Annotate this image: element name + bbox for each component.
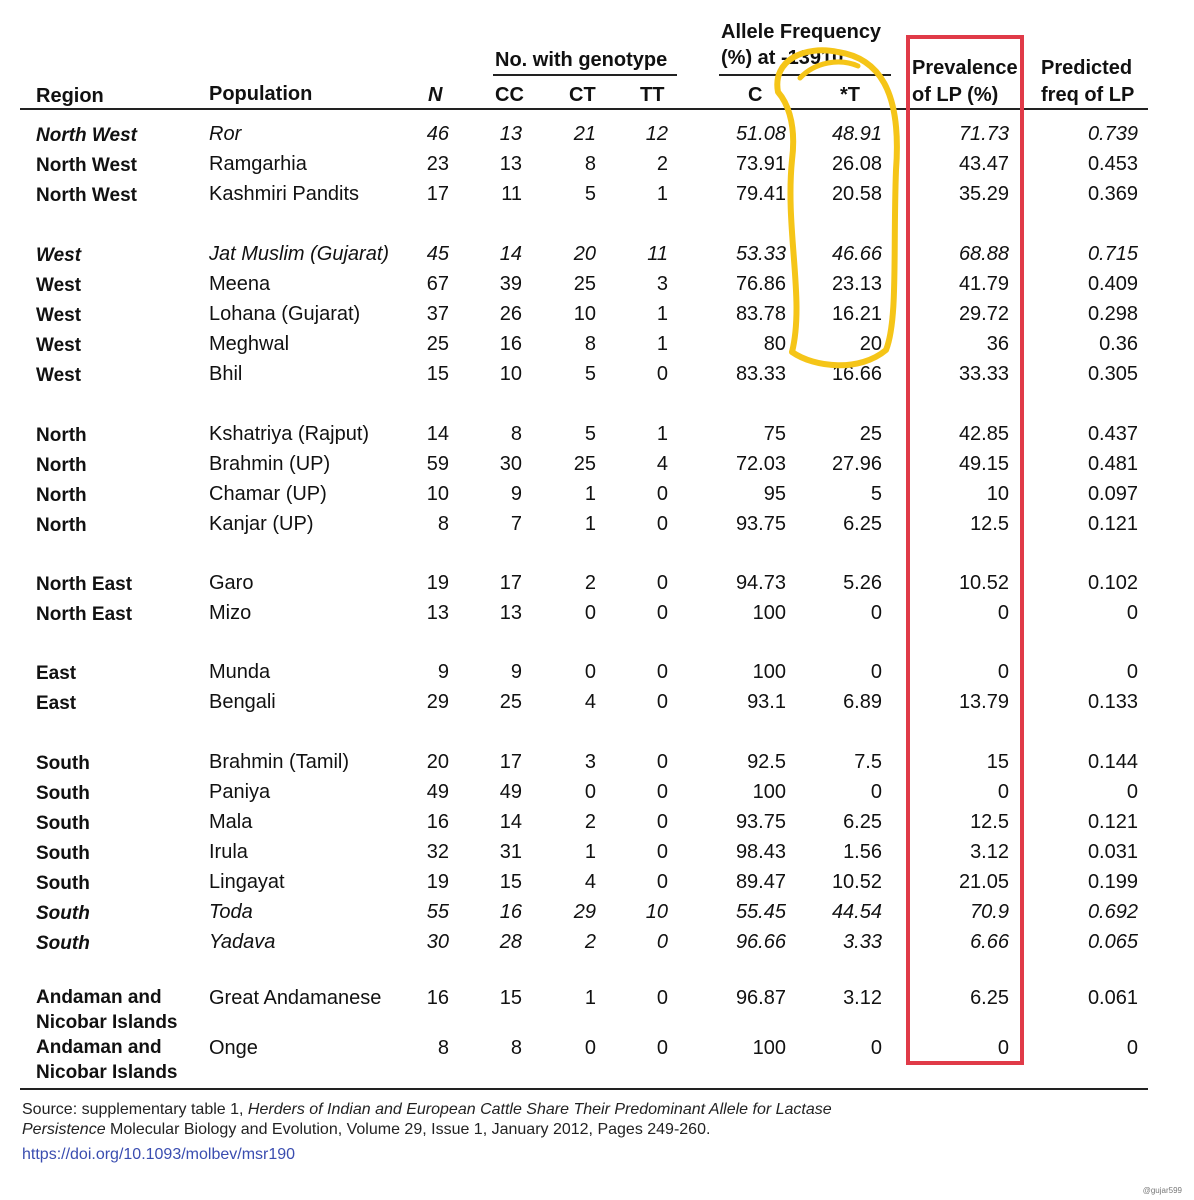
row-cell-n: 37 bbox=[426, 303, 449, 325]
row-cell-pred: 0 bbox=[1126, 1037, 1138, 1059]
row-cell-pred: 0.409 bbox=[1087, 273, 1138, 295]
row-cell-c: 95 bbox=[763, 483, 786, 505]
row-cell-tt: 2 bbox=[656, 153, 668, 175]
row-region: South bbox=[36, 813, 90, 834]
row-cell-n: 23 bbox=[426, 153, 449, 175]
row-cell-tt: 0 bbox=[656, 661, 668, 683]
row-cell-prev: 29.72 bbox=[958, 303, 1009, 325]
row-cell-ct: 5 bbox=[584, 183, 596, 205]
row-region: East bbox=[36, 663, 77, 684]
row-cell-pred: 0.121 bbox=[1087, 513, 1138, 535]
row-cell-t: 23.13 bbox=[831, 273, 882, 295]
row-population: Kshatriya (Rajput) bbox=[209, 423, 370, 445]
row-cell-t: 6.25 bbox=[843, 513, 882, 535]
row-cell-tt: 0 bbox=[656, 931, 668, 953]
row-cell-cc: 16 bbox=[499, 901, 522, 923]
row-cell-ct: 4 bbox=[584, 871, 596, 893]
row-cell-ct: 21 bbox=[573, 123, 596, 145]
row-cell-pred: 0.437 bbox=[1087, 423, 1138, 445]
row-cell-tt: 0 bbox=[656, 513, 668, 535]
row-cell-pred: 0.097 bbox=[1087, 483, 1138, 505]
row-cell-n: 16 bbox=[426, 987, 449, 1009]
row-cell-ct: 0 bbox=[584, 661, 596, 683]
row-region: North bbox=[36, 425, 87, 446]
row-cell-t: 27.96 bbox=[831, 453, 882, 475]
header-ct: CT bbox=[569, 84, 596, 106]
row-cell-tt: 10 bbox=[645, 901, 668, 923]
row-region: South bbox=[36, 933, 90, 954]
row-cell-c: 92.5 bbox=[747, 751, 786, 773]
header-tt: TT bbox=[640, 84, 665, 106]
row-cell-n: 17 bbox=[426, 183, 449, 205]
header-t: *T bbox=[840, 84, 860, 106]
row-cell-tt: 1 bbox=[656, 183, 668, 205]
row-cell-n: 20 bbox=[426, 751, 449, 773]
row-cell-t: 3.33 bbox=[843, 931, 882, 953]
row-region: North East bbox=[36, 604, 133, 625]
row-cell-prev: 10 bbox=[986, 483, 1009, 505]
row-cell-tt: 0 bbox=[656, 602, 668, 624]
row-cell-c: 79.41 bbox=[735, 183, 786, 205]
row-cell-cc: 14 bbox=[499, 811, 522, 833]
row-region: West bbox=[36, 335, 82, 356]
row-cell-t: 0 bbox=[870, 1037, 882, 1059]
row-cell-prev: 3.12 bbox=[970, 841, 1009, 863]
row-cell-ct: 25 bbox=[573, 273, 596, 295]
row-cell-pred: 0.144 bbox=[1087, 751, 1138, 773]
row-cell-ct: 1 bbox=[584, 841, 596, 863]
header-n: N bbox=[428, 84, 443, 106]
row-cell-prev: 49.15 bbox=[958, 453, 1009, 475]
row-region: South bbox=[36, 873, 90, 894]
row-cell-tt: 11 bbox=[647, 243, 668, 265]
row-population: Paniya bbox=[209, 781, 271, 803]
row-cell-c: 96.66 bbox=[735, 931, 786, 953]
row-region: South bbox=[36, 753, 90, 774]
header-region: Region bbox=[36, 85, 104, 107]
row-cell-pred: 0.061 bbox=[1087, 987, 1138, 1009]
row-cell-t: 3.12 bbox=[843, 987, 882, 1009]
row-population: Great Andamanese bbox=[209, 987, 382, 1009]
header-population: Population bbox=[209, 83, 313, 105]
row-cell-prev: 70.9 bbox=[970, 901, 1009, 923]
row-cell-tt: 0 bbox=[656, 871, 668, 893]
row-cell-c: 93.1 bbox=[747, 691, 786, 713]
row-cell-prev: 41.79 bbox=[958, 273, 1009, 295]
row-cell-prev: 0 bbox=[997, 602, 1009, 624]
row-cell-pred: 0 bbox=[1126, 602, 1138, 624]
row-cell-cc: 9 bbox=[510, 483, 522, 505]
row-cell-tt: 0 bbox=[656, 841, 668, 863]
row-cell-n: 8 bbox=[437, 1037, 449, 1059]
row-cell-pred: 0.102 bbox=[1087, 572, 1138, 594]
row-cell-ct: 8 bbox=[584, 153, 596, 175]
row-cell-ct: 2 bbox=[584, 572, 596, 594]
row-cell-pred: 0.305 bbox=[1087, 363, 1138, 385]
row-cell-cc: 9 bbox=[510, 661, 522, 683]
row-cell-c: 80 bbox=[763, 333, 786, 355]
row-cell-c: 98.43 bbox=[735, 841, 786, 863]
row-population: Onge bbox=[209, 1037, 258, 1059]
row-cell-n: 19 bbox=[426, 572, 449, 594]
row-cell-tt: 0 bbox=[656, 483, 668, 505]
row-cell-ct: 0 bbox=[584, 781, 596, 803]
row-cell-t: 16.66 bbox=[831, 363, 882, 385]
header-predicted-line1: Predicted bbox=[1041, 57, 1133, 79]
row-cell-c: 75 bbox=[763, 423, 786, 445]
row-cell-ct: 3 bbox=[584, 751, 596, 773]
row-population: Mizo bbox=[209, 602, 252, 624]
row-cell-cc: 8 bbox=[510, 423, 522, 445]
row-cell-cc: 28 bbox=[499, 931, 522, 953]
row-region: South bbox=[36, 783, 90, 804]
row-cell-pred: 0.692 bbox=[1087, 901, 1138, 923]
row-population: Garo bbox=[209, 572, 254, 594]
row-cell-tt: 0 bbox=[656, 1037, 668, 1059]
source-title-part1: Herders of Indian and European Cattle Share Their Predominant Allele for Lactase bbox=[247, 1101, 832, 1118]
row-cell-tt: 0 bbox=[656, 572, 668, 594]
row-region: North West bbox=[36, 125, 137, 146]
row-cell-n: 14 bbox=[426, 423, 449, 445]
row-cell-pred: 0.481 bbox=[1087, 453, 1138, 475]
row-region: West bbox=[36, 305, 82, 326]
row-cell-cc: 8 bbox=[510, 1037, 522, 1059]
row-cell-tt: 1 bbox=[656, 423, 668, 445]
row-cell-t: 7.5 bbox=[854, 751, 882, 773]
header-prevalence-line1: Prevalence bbox=[912, 57, 1018, 79]
row-cell-prev: 43.47 bbox=[958, 153, 1009, 175]
row-cell-t: 5.26 bbox=[843, 572, 882, 594]
row-cell-c: 83.78 bbox=[735, 303, 786, 325]
row-cell-prev: 33.33 bbox=[958, 363, 1009, 385]
row-cell-n: 67 bbox=[426, 273, 449, 295]
row-cell-cc: 10 bbox=[499, 363, 522, 385]
row-population: Chamar (UP) bbox=[209, 483, 327, 505]
row-region: North East bbox=[36, 574, 133, 595]
row-cell-n: 30 bbox=[426, 931, 449, 953]
row-cell-t: 0 bbox=[870, 781, 882, 803]
row-cell-pred: 0 bbox=[1126, 661, 1138, 683]
row-cell-prev: 36 bbox=[986, 333, 1009, 355]
row-region: Andaman and Nicobar Islands bbox=[36, 1037, 178, 1083]
row-cell-prev: 0 bbox=[997, 1037, 1009, 1059]
row-population: Kashmiri Pandits bbox=[209, 183, 360, 205]
row-cell-t: 0 bbox=[870, 602, 882, 624]
row-cell-cc: 17 bbox=[499, 751, 522, 773]
row-cell-cc: 13 bbox=[499, 153, 522, 175]
row-cell-tt: 0 bbox=[656, 691, 668, 713]
row-cell-prev: 12.5 bbox=[970, 513, 1009, 535]
row-cell-tt: 1 bbox=[656, 333, 668, 355]
row-cell-ct: 5 bbox=[584, 363, 596, 385]
row-cell-c: 72.03 bbox=[735, 453, 786, 475]
row-cell-cc: 25 bbox=[499, 691, 522, 713]
row-population: Lingayat bbox=[209, 871, 285, 893]
row-cell-prev: 10.52 bbox=[958, 572, 1009, 594]
row-cell-cc: 30 bbox=[499, 453, 522, 475]
row-cell-pred: 0.133 bbox=[1087, 691, 1138, 713]
row-cell-cc: 49 bbox=[499, 781, 522, 803]
row-cell-pred: 0.031 bbox=[1087, 841, 1138, 863]
row-cell-t: 6.89 bbox=[843, 691, 882, 713]
row-cell-t: 6.25 bbox=[843, 811, 882, 833]
row-region: North West bbox=[36, 185, 137, 206]
row-population: Bhil bbox=[209, 363, 243, 385]
row-cell-c: 100 bbox=[752, 602, 786, 624]
row-region: Andaman and Nicobar Islands bbox=[36, 987, 178, 1033]
row-region: West bbox=[36, 245, 82, 266]
row-cell-pred: 0.121 bbox=[1087, 811, 1138, 833]
row-cell-ct: 1 bbox=[584, 513, 596, 535]
row-cell-cc: 17 bbox=[499, 572, 522, 594]
row-cell-tt: 12 bbox=[645, 123, 668, 145]
row-population: Brahmin (Tamil) bbox=[209, 751, 350, 773]
row-cell-cc: 31 bbox=[499, 841, 522, 863]
row-region: West bbox=[36, 275, 82, 296]
row-cell-ct: 0 bbox=[584, 602, 596, 624]
row-cell-c: 93.75 bbox=[735, 513, 786, 535]
row-cell-prev: 0 bbox=[997, 661, 1009, 683]
row-cell-pred: 0.369 bbox=[1087, 183, 1138, 205]
row-cell-c: 83.33 bbox=[735, 363, 786, 385]
row-cell-n: 29 bbox=[426, 691, 449, 713]
row-cell-cc: 13 bbox=[499, 602, 522, 624]
row-cell-c: 100 bbox=[752, 661, 786, 683]
row-cell-cc: 14 bbox=[499, 243, 522, 265]
row-population: Bengali bbox=[209, 691, 276, 713]
row-cell-t: 44.54 bbox=[831, 901, 882, 923]
row-cell-n: 25 bbox=[426, 333, 449, 355]
row-cell-t: 10.52 bbox=[831, 871, 882, 893]
row-cell-prev: 35.29 bbox=[958, 183, 1009, 205]
row-population: Lohana (Gujarat) bbox=[209, 303, 361, 325]
row-cell-pred: 0.739 bbox=[1087, 123, 1138, 145]
row-cell-pred: 0.36 bbox=[1099, 333, 1138, 355]
row-cell-prev: 68.88 bbox=[958, 243, 1009, 265]
row-cell-n: 15 bbox=[426, 363, 449, 385]
row-cell-ct: 29 bbox=[573, 901, 596, 923]
row-cell-n: 32 bbox=[426, 841, 449, 863]
source-citation bbox=[22, 1100, 832, 1140]
row-cell-t: 26.08 bbox=[831, 153, 882, 175]
row-cell-prev: 15 bbox=[986, 751, 1009, 773]
row-cell-n: 9 bbox=[437, 661, 449, 683]
row-cell-c: 89.47 bbox=[735, 871, 786, 893]
row-cell-tt: 1 bbox=[656, 303, 668, 325]
row-cell-cc: 39 bbox=[499, 273, 522, 295]
row-cell-c: 55.45 bbox=[735, 901, 786, 923]
row-cell-tt: 3 bbox=[656, 273, 668, 295]
row-cell-tt: 0 bbox=[656, 811, 668, 833]
header-prevalence-line2: of LP (%) bbox=[912, 84, 999, 106]
row-cell-ct: 25 bbox=[573, 453, 596, 475]
row-cell-c: 96.87 bbox=[735, 987, 786, 1009]
row-cell-ct: 2 bbox=[584, 811, 596, 833]
header-c: C bbox=[748, 84, 763, 106]
row-cell-cc: 15 bbox=[499, 987, 522, 1009]
row-population: Ror bbox=[209, 123, 242, 145]
doi-link[interactable]: https://doi.org/10.1093/molbev/msr190 bbox=[22, 1146, 296, 1163]
row-cell-c: 51.08 bbox=[735, 123, 786, 145]
row-cell-prev: 12.5 bbox=[970, 811, 1009, 833]
row-cell-ct: 2 bbox=[584, 931, 596, 953]
row-cell-prev: 0 bbox=[997, 781, 1009, 803]
row-region: West bbox=[36, 365, 82, 386]
row-cell-n: 59 bbox=[426, 453, 449, 475]
row-population: Jat Muslim (Gujarat) bbox=[209, 243, 390, 265]
row-cell-pred: 0.715 bbox=[1087, 243, 1138, 265]
row-cell-n: 55 bbox=[426, 901, 449, 923]
row-cell-prev: 6.66 bbox=[970, 931, 1009, 953]
header-predicted-line2: freq of LP bbox=[1041, 84, 1135, 106]
row-cell-ct: 10 bbox=[573, 303, 596, 325]
row-cell-t: 20 bbox=[859, 333, 882, 355]
row-cell-prev: 42.85 bbox=[958, 423, 1009, 445]
row-cell-t: 46.66 bbox=[831, 243, 882, 265]
row-population: Brahmin (UP) bbox=[209, 453, 331, 475]
row-cell-t: 1.56 bbox=[843, 841, 882, 863]
row-cell-cc: 13 bbox=[499, 123, 522, 145]
row-population: Irula bbox=[209, 841, 248, 863]
row-cell-n: 10 bbox=[426, 483, 449, 505]
header-genotype-group: No. with genotype bbox=[495, 49, 668, 71]
row-cell-c: 73.91 bbox=[735, 153, 786, 175]
source-prefix: Source: supplementary table 1, bbox=[22, 1101, 248, 1118]
row-region: North bbox=[36, 455, 87, 476]
row-cell-pred: 0.298 bbox=[1087, 303, 1138, 325]
row-cell-ct: 5 bbox=[584, 423, 596, 445]
row-population: Toda bbox=[209, 901, 253, 923]
source-rest: Molecular Biology and Evolution, Volume 29, Issue 1, January 2012, Pages 249-260. bbox=[105, 1121, 711, 1138]
row-cell-c: 100 bbox=[752, 781, 786, 803]
row-cell-tt: 4 bbox=[656, 453, 668, 475]
row-cell-t: 25 bbox=[859, 423, 882, 445]
row-cell-t: 0 bbox=[870, 661, 882, 683]
row-region: North bbox=[36, 515, 87, 536]
row-cell-pred: 0 bbox=[1126, 781, 1138, 803]
row-cell-cc: 7 bbox=[510, 513, 522, 535]
row-cell-n: 46 bbox=[426, 123, 449, 145]
row-cell-n: 49 bbox=[426, 781, 449, 803]
row-cell-pred: 0.065 bbox=[1087, 931, 1138, 953]
row-cell-prev: 71.73 bbox=[958, 123, 1009, 145]
source-title-part2: Persistence bbox=[22, 1121, 106, 1138]
row-cell-c: 76.86 bbox=[735, 273, 786, 295]
row-cell-cc: 26 bbox=[499, 303, 522, 325]
row-population: Munda bbox=[209, 661, 271, 683]
row-cell-t: 5 bbox=[870, 483, 882, 505]
row-population: Meena bbox=[209, 273, 271, 295]
row-cell-prev: 21.05 bbox=[958, 871, 1009, 893]
row-cell-n: 45 bbox=[426, 243, 449, 265]
row-cell-tt: 0 bbox=[656, 781, 668, 803]
row-cell-ct: 4 bbox=[584, 691, 596, 713]
row-cell-n: 13 bbox=[426, 602, 449, 624]
row-cell-n: 8 bbox=[437, 513, 449, 535]
row-cell-tt: 0 bbox=[656, 363, 668, 385]
row-population: Kanjar (UP) bbox=[209, 513, 314, 535]
row-cell-c: 53.33 bbox=[735, 243, 786, 265]
row-population: Yadava bbox=[209, 931, 276, 953]
row-region: North West bbox=[36, 155, 137, 176]
row-cell-pred: 0.199 bbox=[1087, 871, 1138, 893]
row-cell-n: 16 bbox=[426, 811, 449, 833]
row-cell-c: 100 bbox=[752, 1037, 786, 1059]
header-cc: CC bbox=[495, 84, 524, 106]
watermark: @gujar599 bbox=[1142, 1186, 1182, 1195]
row-cell-prev: 13.79 bbox=[958, 691, 1009, 713]
row-cell-pred: 0.453 bbox=[1087, 153, 1138, 175]
row-cell-c: 93.75 bbox=[735, 811, 786, 833]
row-cell-n: 19 bbox=[426, 871, 449, 893]
row-cell-c: 94.73 bbox=[735, 572, 786, 594]
row-cell-ct: 1 bbox=[584, 987, 596, 1009]
row-cell-cc: 11 bbox=[501, 183, 522, 205]
row-cell-tt: 0 bbox=[656, 987, 668, 1009]
row-cell-ct: 20 bbox=[573, 243, 596, 265]
header-allele-line2: (%) at -13910 bbox=[721, 47, 844, 69]
row-population: Ramgarhia bbox=[209, 153, 307, 175]
row-cell-ct: 0 bbox=[584, 1037, 596, 1059]
row-region: North bbox=[36, 485, 87, 506]
row-cell-prev: 6.25 bbox=[970, 987, 1009, 1009]
row-cell-t: 20.58 bbox=[831, 183, 882, 205]
row-population: Meghwal bbox=[209, 333, 290, 355]
row-cell-cc: 15 bbox=[499, 871, 522, 893]
row-cell-cc: 16 bbox=[499, 333, 522, 355]
row-cell-ct: 8 bbox=[584, 333, 596, 355]
row-cell-t: 16.21 bbox=[831, 303, 882, 325]
row-region: South bbox=[36, 843, 90, 864]
row-population: Mala bbox=[209, 811, 253, 833]
row-cell-ct: 1 bbox=[584, 483, 596, 505]
header-allele-line1: Allele Frequency bbox=[721, 21, 882, 43]
row-region: South bbox=[36, 903, 90, 924]
row-cell-t: 48.91 bbox=[831, 123, 882, 145]
row-cell-tt: 0 bbox=[656, 751, 668, 773]
row-region: East bbox=[36, 693, 77, 714]
